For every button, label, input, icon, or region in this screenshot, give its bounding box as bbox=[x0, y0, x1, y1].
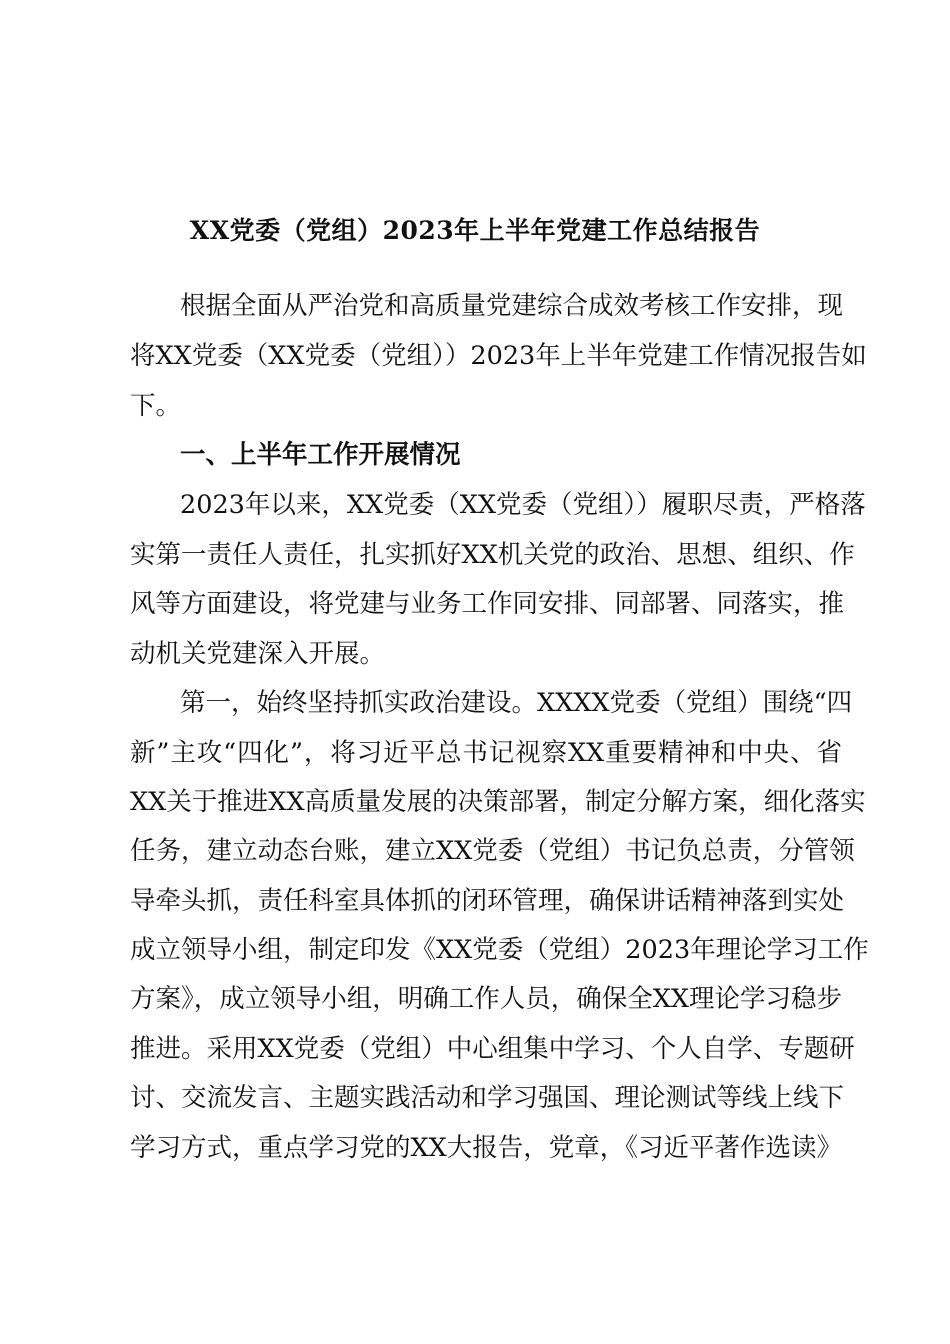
section1-line-4: 动机关党建深入开展。 bbox=[130, 639, 386, 669]
intro-line-3: 下。 bbox=[130, 391, 182, 421]
item1-line-3: XX关于推进XX高质量发展的决策部署，制定分解方案，细化落实 bbox=[130, 787, 866, 817]
section1-line-3: 风等方面建设，将党建与业务工作同安排、同部署、同落实，推 bbox=[130, 589, 845, 619]
section1-line-1: 2023年以来，XX党委（XX党委（党组））履职尽责，严格落 bbox=[180, 490, 866, 520]
item1-line-5: 导牵头抓，责任科室具体抓的闭环管理，确保讲话精神落到实处 bbox=[130, 886, 845, 916]
item1-line-4: 任务，建立动态台账，建立XX党委（党组）书记负总责，分管领 bbox=[130, 836, 855, 866]
item1-line-8: 推进。采用XX党委（党组）中心组集中学习、个人自学、专题研 bbox=[130, 1034, 855, 1064]
item1-line-10: 学习方式，重点学习党的XX大报告，党章，《习近平著作选读》 bbox=[130, 1133, 843, 1163]
section1-line-2: 实第一责任人责任，扎实抓好XX机关党的政治、思想、组织、作 bbox=[130, 540, 855, 570]
item1-line-9: 讨、交流发言、主题实践活动和学习强国、理论测试等线上线下 bbox=[130, 1083, 845, 1113]
item1-line-2: 新”主攻“四化”，将习近平总书记视察XX重要精神和中央、省 bbox=[130, 738, 842, 768]
item1-line-6: 成立领导小组，制定印发《XX党委（党组）2023年理论学习工作 bbox=[130, 935, 869, 965]
intro-line-2: 将XX党委（XX党委（党组））2023年上半年党建工作情况报告如 bbox=[130, 341, 867, 371]
section-heading-1: 一、上半年工作开展情况 bbox=[180, 440, 461, 470]
item1-line-7: 方案》，成立领导小组，明确工作人员，确保全XX理论学习稳步 bbox=[130, 984, 843, 1014]
document-title: XX党委（党组）2023年上半年党建工作总结报告 bbox=[189, 216, 761, 245]
item1-line-1: 第一，始终坚持抓实政治建设。XXXX党委（党组）围绕“四 bbox=[180, 688, 853, 718]
intro-line-1: 根据全面从严治党和高质量党建综合成效考核工作安排，现 bbox=[180, 291, 844, 321]
